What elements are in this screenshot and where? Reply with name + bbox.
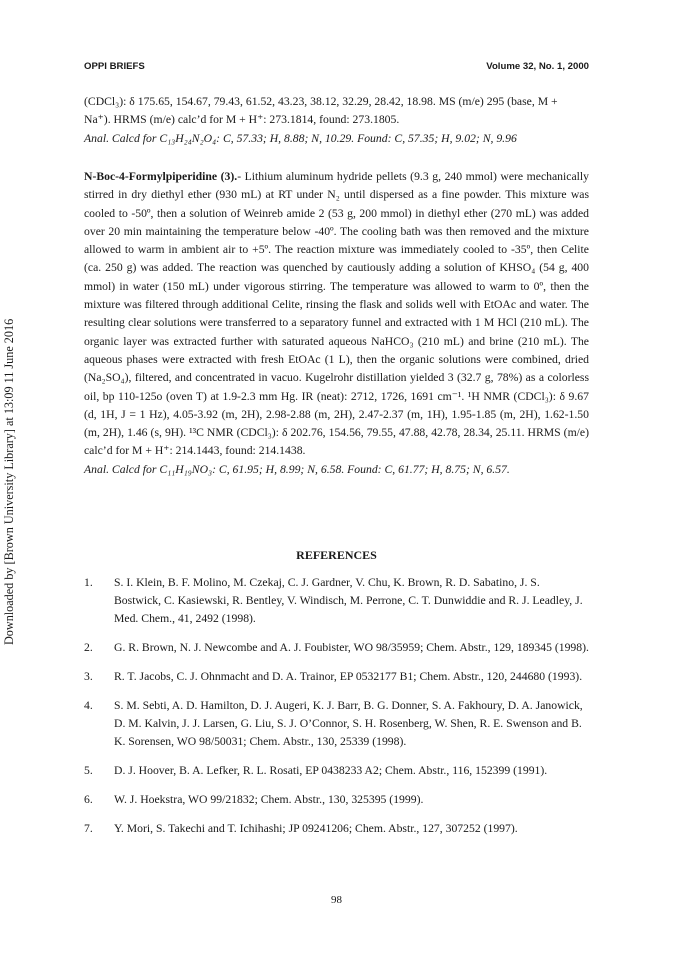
reference-text: D. J. Hoover, B. A. Lefker, R. L. Rosati, EP 0438233 A2; Chem. Abstr., 116, 152399 (1991). — [114, 764, 548, 777]
reference-item — [84, 639, 589, 657]
journal-section: OPPI BRIEFS — [84, 61, 145, 72]
reference-text: S. M. Sebti, A. D. Hamilton, D. J. Augeri, K. J. Barr, B. G. Donner, S. A. Fakhoury, D. A. Janowick, D. M. Kalvin, J. J. Larsen, G. Liu, S. J. O’Connor, S. H. Rosenberg, W. Shen, R. E. Swenson and B. K. Sorensen, WO 98/50031; Chem. Abstr., 130, 25339 (1998). — [114, 699, 583, 748]
reference-item — [84, 574, 589, 628]
compound-3-procedure — [84, 168, 589, 479]
carbon-nmr-continued — [84, 93, 589, 148]
compound-title: N-Boc-4-Formylpiperidine (3). — [84, 170, 238, 183]
nmr-line-1: (CDCl₃): δ 175.65, 154.67, 79.43, 61.52, 43.23, 38.12, 32.29, 28.42, 18.98. MS (m/e) 295 (base, M + — [84, 95, 558, 108]
reference-item — [84, 791, 589, 809]
elemental-analysis-3: Anal. Calcd for C₁₁H₁₉NO₃: C, 61.95; H, 8.99; N, 6.58. Found: C, 61.77; H, 8.75; N, 6.57. — [84, 462, 510, 476]
reference-item — [84, 762, 589, 780]
download-watermark: Downloaded by [Brown University Library] at 13:09 11 June 2016 — [2, 318, 16, 645]
reference-number: 5. — [84, 764, 93, 777]
reference-item — [84, 820, 589, 838]
references-heading: REFERENCES — [296, 548, 377, 562]
reference-text: Y. Mori, S. Takechi and T. Ichihashi; JP 09241206; Chem. Abstr., 127, 307252 (1997). — [114, 822, 518, 835]
hrms-line: Na⁺). HRMS (m/e) calc’d for M + H⁺: 273.1814, found: 273.1805. — [84, 113, 400, 127]
reference-text: G. R. Brown, N. J. Newcombe and A. J. Foubister, WO 98/35959; Chem. Abstr., 129, 189345 (1998). — [114, 641, 589, 654]
volume-info: Volume 32, No. 1, 2000 — [486, 61, 589, 72]
reference-text: S. I. Klein, B. F. Molino, M. Czekaj, C. J. Gardner, V. Chu, K. Brown, R. D. Sabatino, J. S. Bostwick, C. Kasiewski, R. Bentley, V. Windisch, M. Perrone, C. T. Dunwiddie and R. J. Leadley, J. Med. Chem., 41, 2492 (1998). — [114, 576, 583, 625]
reference-number: 4. — [84, 699, 93, 712]
procedure-text: - Lithium aluminum hydride pellets (9.3 g, 240 mmol) were mechanically stirred in dry diethyl ether (930 mL) at RT under N₂ until dispersed as a fine powder. This mixture was cooled to -50º, then a solution of Weinreb amide 2 (53 g, 200 mmol) in diethyl ether (270 mL) was added over 20 min maintaining the temperature below -40º. The cooling bath was then removed and the mixture allowed to warm in ambient air to +5º. The reaction mixture was immediately cooled to -35º, then Celite (ca. 250 g) was added. The reaction was quenched by cautiously adding a solution of KHSO₄ (54 g, 400 mmol) in water (150 mL) under vigorous stirring. The temperature was allowed to warm to 0º, then the mixture was filtered through additional Celite, rinsing the flask and solids well with EtOAc and water. The resulting clear solutions were transferred to a separatory funnel and extracted with 1 M HCl (210 mL). The organic layer was extracted further with saturated aqueous NaHCO₃ (210 mL) and brine (210 mL). The aqueous phases were extracted with fresh EtOAc (1 L), then the organic solutions were combined, dried (Na₂SO₄), filtered, and concentrated in vacuo. Kugelrohr distillation yielded 3 (32.7 g, 78%) as a colorless oil, bp 110-125o (oven T) at 1.9-2.3 mm Hg. IR (neat): 2712, 1726, 1691 cm⁻¹. ¹H NMR (CDCl₃): δ 9.67 (d, 1H, J = 1 Hz), 4.05-3.92 (m, 2H), 2.98-2.88 (m, 2H), 2.47-2.37 (m, 1H), 1.95-1.85 (m, 2H), 1.62-1.50 (m, 2H), 1.46 (s, 9H). ¹³C NMR (CDCl₃): δ 202.76, 154.56, 79.55, 47.88, 42.78, 28.34, 25.11. HRMS (m/e) calc’d for M + H⁺: 214.1443, found: 214.1438. — [84, 170, 589, 458]
reference-text: R. T. Jacobs, C. J. Ohnmacht and D. A. Trainor, EP 0532177 B1; Chem. Abstr., 120, 244680 (1993). — [114, 670, 583, 683]
page-number: 98 — [331, 894, 342, 906]
reference-item — [84, 668, 589, 686]
reference-number: 2. — [84, 641, 93, 654]
reference-number: 7. — [84, 822, 93, 835]
elemental-analysis: Anal. Calcd for C₁₃H₂₄N₂O₄: C, 57.33; H, 8.88; N, 10.29. Found: C, 57.35; H, 9.02; N, 9.96 — [84, 131, 517, 145]
running-header — [84, 61, 589, 72]
reference-item — [84, 697, 589, 751]
reference-number: 6. — [84, 793, 93, 806]
reference-text: W. J. Hoekstra, WO 99/21832; Chem. Abstr., 130, 325395 (1999). — [114, 793, 424, 806]
reference-number: 3. — [84, 670, 93, 683]
reference-number: 1. — [84, 576, 93, 589]
reference-list — [84, 574, 589, 838]
